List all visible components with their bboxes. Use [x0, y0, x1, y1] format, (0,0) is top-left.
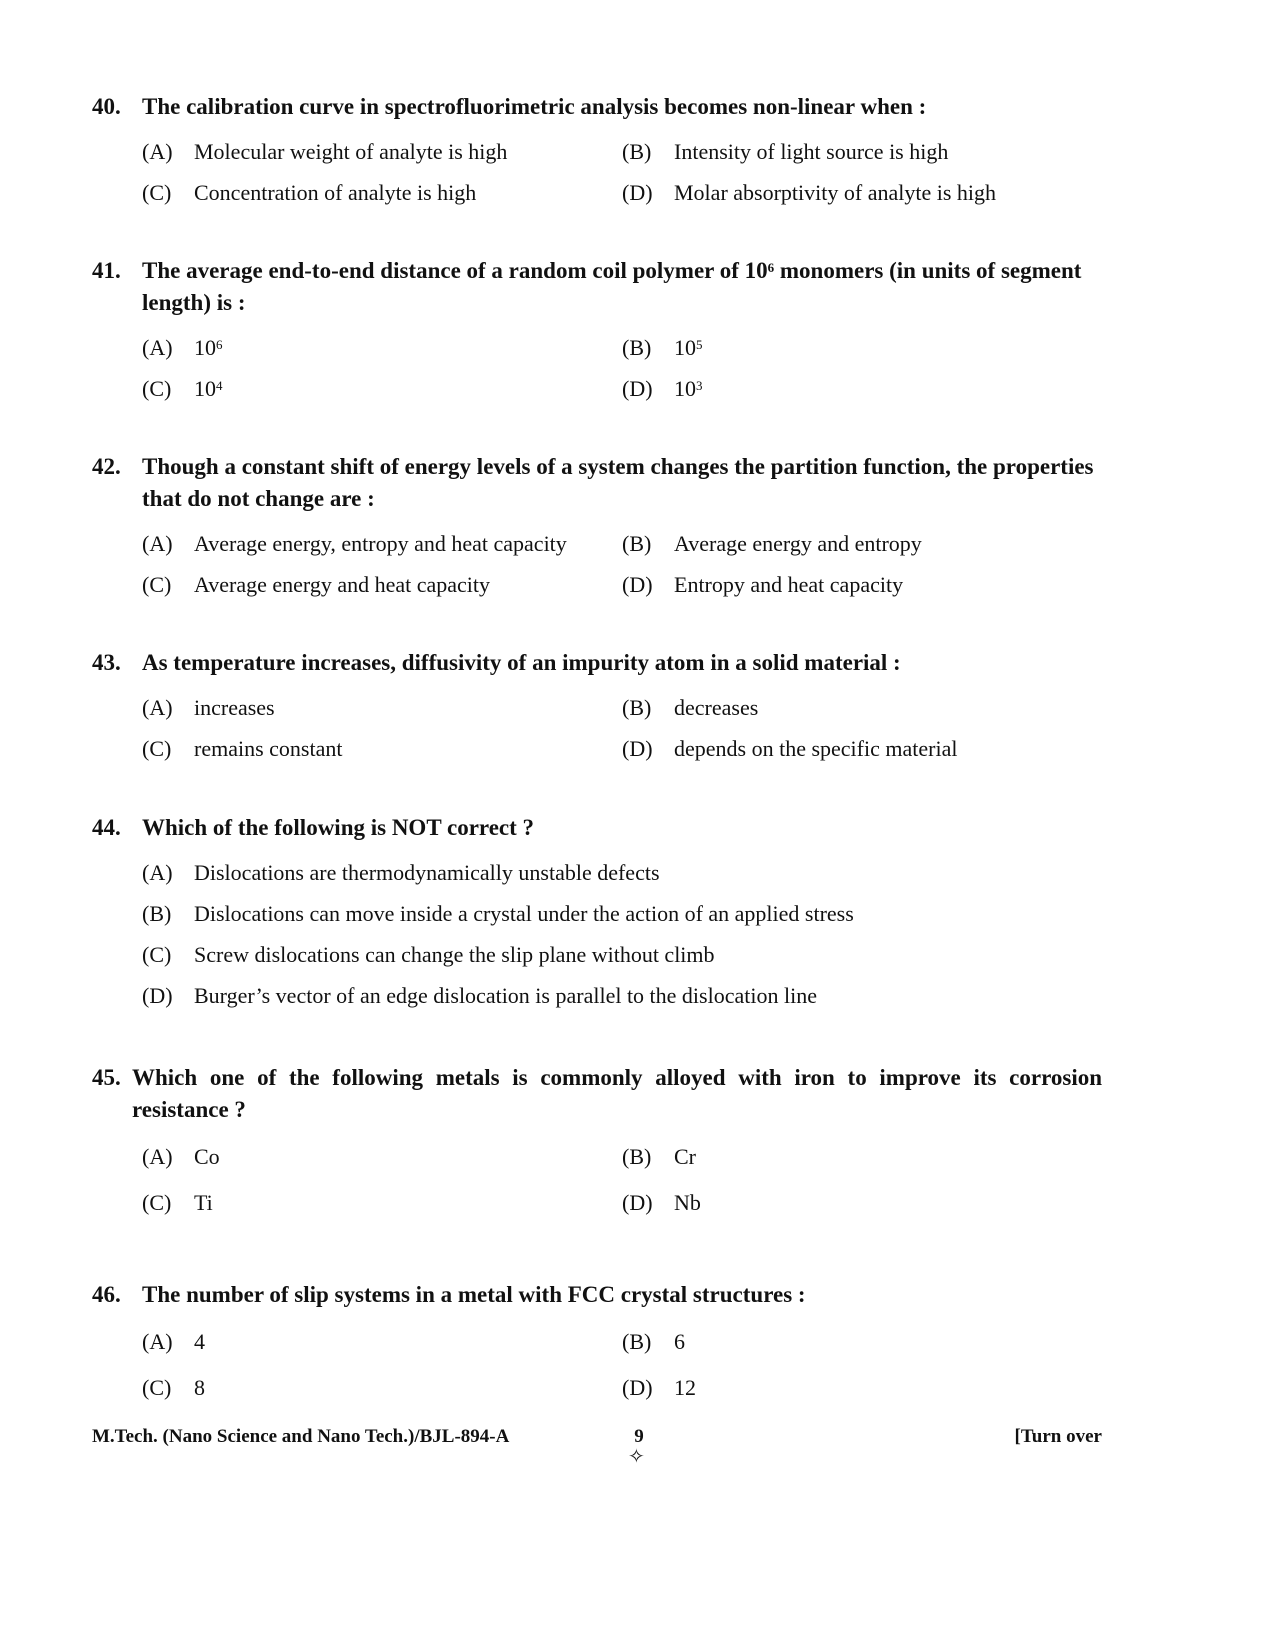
option-b: [622, 131, 1102, 172]
option-label: (C): [142, 942, 172, 967]
question-number: 44.: [92, 815, 121, 840]
superscript: 6: [767, 260, 775, 275]
option-text: 6: [674, 1329, 685, 1354]
question-number: 46.: [92, 1282, 121, 1307]
option-d: [622, 1180, 1102, 1226]
option-b: [622, 1134, 1102, 1180]
option-text: 4: [194, 1329, 205, 1354]
question-text: The calibration curve in spectrofluorimetric analysis becomes non-linear when :: [142, 94, 927, 119]
question-40: [92, 91, 1102, 213]
option-b: [622, 523, 1102, 564]
question-number: 40.: [92, 94, 121, 119]
option-label: (A): [142, 139, 173, 164]
option-label: (C): [142, 376, 172, 401]
option-text: Entropy and heat capacity: [674, 572, 904, 597]
option-c: [142, 1365, 622, 1411]
power-exponent: 3: [696, 378, 703, 393]
option-a: [142, 852, 1102, 893]
option-label: (D): [142, 983, 173, 1008]
option-c: [142, 1180, 622, 1226]
option-c: [142, 172, 622, 213]
option-label: (A): [142, 860, 173, 885]
question-text: The number of slip systems in a metal with FCC crystal structures :: [142, 1282, 806, 1307]
option-label: (A): [142, 1144, 173, 1169]
option-text: Dislocations are thermodynamically unstable defects: [194, 860, 660, 885]
power-base: 10: [194, 335, 216, 360]
option-label: (A): [142, 531, 173, 556]
option-text: [674, 368, 1102, 409]
option-text: [194, 368, 622, 409]
option-text: Ti: [194, 1190, 213, 1215]
option-c: [142, 934, 1102, 975]
question-46: [92, 1279, 1102, 1411]
option-text: remains constant: [194, 736, 343, 761]
page-number: 9: [634, 1426, 644, 1447]
exam-code: M.Tech. (Nano Science and Nano Tech.)/BJL-894-A: [92, 1426, 510, 1447]
power-base: 10: [674, 335, 696, 360]
option-a: [142, 1134, 622, 1180]
question-text: Which one of the following metals is commonly alloyed with iron to improve its corrosion resistance ?: [132, 1065, 1102, 1122]
option-label: (D): [622, 376, 653, 401]
question-number: 43.: [92, 650, 121, 675]
question-number: 45.: [92, 1065, 121, 1090]
option-label: (B): [622, 1329, 652, 1354]
question-text: Which of the following is NOT correct ?: [142, 815, 535, 840]
option-text: increases: [194, 695, 275, 720]
power-exponent: 5: [696, 337, 703, 352]
option-label: (A): [142, 335, 173, 360]
option-a: [142, 327, 622, 368]
option-d: [622, 172, 1102, 213]
option-d: [622, 1365, 1102, 1411]
option-text: [674, 327, 1102, 368]
power-exponent: 4: [216, 378, 223, 393]
option-label: (D): [622, 1190, 653, 1215]
option-text: Average energy and entropy: [674, 531, 922, 556]
option-text: Intensity of light source is high: [674, 139, 949, 164]
option-text: Cr: [674, 1144, 696, 1169]
turn-over-label: [Turn over: [1014, 1426, 1102, 1447]
question-text-part: monomers (in units of segment length) is :: [142, 258, 1082, 315]
option-label: (A): [142, 695, 173, 720]
power-base: 10: [194, 376, 216, 401]
option-d: [622, 368, 1102, 409]
option-a: [142, 131, 622, 172]
option-label: (C): [142, 1190, 172, 1215]
question-43: [92, 647, 1102, 769]
option-b: [622, 687, 1102, 728]
option-text: Molecular weight of analyte is high: [194, 139, 508, 164]
question-45: [92, 1062, 1102, 1226]
option-label: (A): [142, 1329, 173, 1354]
option-c: [142, 728, 622, 769]
star-icon: ✧: [628, 1446, 645, 1468]
option-text: Nb: [674, 1190, 701, 1215]
option-label: (D): [622, 1375, 653, 1400]
option-text: Co: [194, 1144, 220, 1169]
option-label: (C): [142, 1375, 172, 1400]
option-a: [142, 1319, 622, 1365]
option-c: [142, 368, 622, 409]
question-44: [92, 812, 1102, 1016]
option-c: [142, 564, 622, 605]
question-text: [142, 255, 1102, 319]
option-d: [142, 975, 1102, 1016]
question-41: [92, 255, 1102, 409]
option-label: (D): [622, 180, 653, 205]
question-number: 42.: [92, 454, 121, 479]
option-text: Dislocations can move inside a crystal under the action of an applied stress: [194, 901, 854, 926]
option-label: (B): [622, 531, 652, 556]
option-label: (B): [622, 335, 652, 360]
option-text: Screw dislocations can change the slip plane without climb: [194, 942, 715, 967]
option-d: [622, 728, 1102, 769]
option-label: (C): [142, 572, 172, 597]
question-text: As temperature increases, diffusivity of an impurity atom in a solid material :: [142, 650, 901, 675]
option-b: [142, 893, 1102, 934]
option-label: (C): [142, 736, 172, 761]
option-text: Molar absorptivity of analyte is high: [674, 180, 996, 205]
question-number: 41.: [92, 258, 121, 283]
option-label: (B): [622, 1144, 652, 1169]
option-a: [142, 523, 622, 564]
option-text: 8: [194, 1375, 205, 1400]
option-text: decreases: [674, 695, 759, 720]
question-text-part: The average end-to-end distance of a random coil polymer of 10: [142, 258, 768, 283]
option-b: [622, 1319, 1102, 1365]
option-text: Concentration of analyte is high: [194, 180, 477, 205]
option-label: (D): [622, 572, 653, 597]
option-text: 12: [674, 1375, 696, 1400]
option-a: [142, 687, 622, 728]
power-exponent: 6: [216, 337, 223, 352]
question-42: [92, 451, 1102, 605]
option-label: (C): [142, 180, 172, 205]
option-label: (B): [142, 901, 172, 926]
option-text: Average energy and heat capacity: [194, 572, 491, 597]
option-label: (B): [622, 695, 652, 720]
power-base: 10: [674, 376, 696, 401]
option-label: (B): [622, 139, 652, 164]
question-text: Though a constant shift of energy levels of a system changes the partition function, the properties that do not change are :: [142, 454, 1094, 511]
option-text: [194, 327, 622, 368]
option-text: Average energy, entropy and heat capacity: [194, 531, 567, 556]
option-text: depends on the specific material: [674, 736, 958, 761]
option-text: Burger’s vector of an edge dislocation is parallel to the dislocation line: [194, 983, 817, 1008]
option-d: [622, 564, 1102, 605]
option-b: [622, 327, 1102, 368]
option-label: (D): [622, 736, 653, 761]
